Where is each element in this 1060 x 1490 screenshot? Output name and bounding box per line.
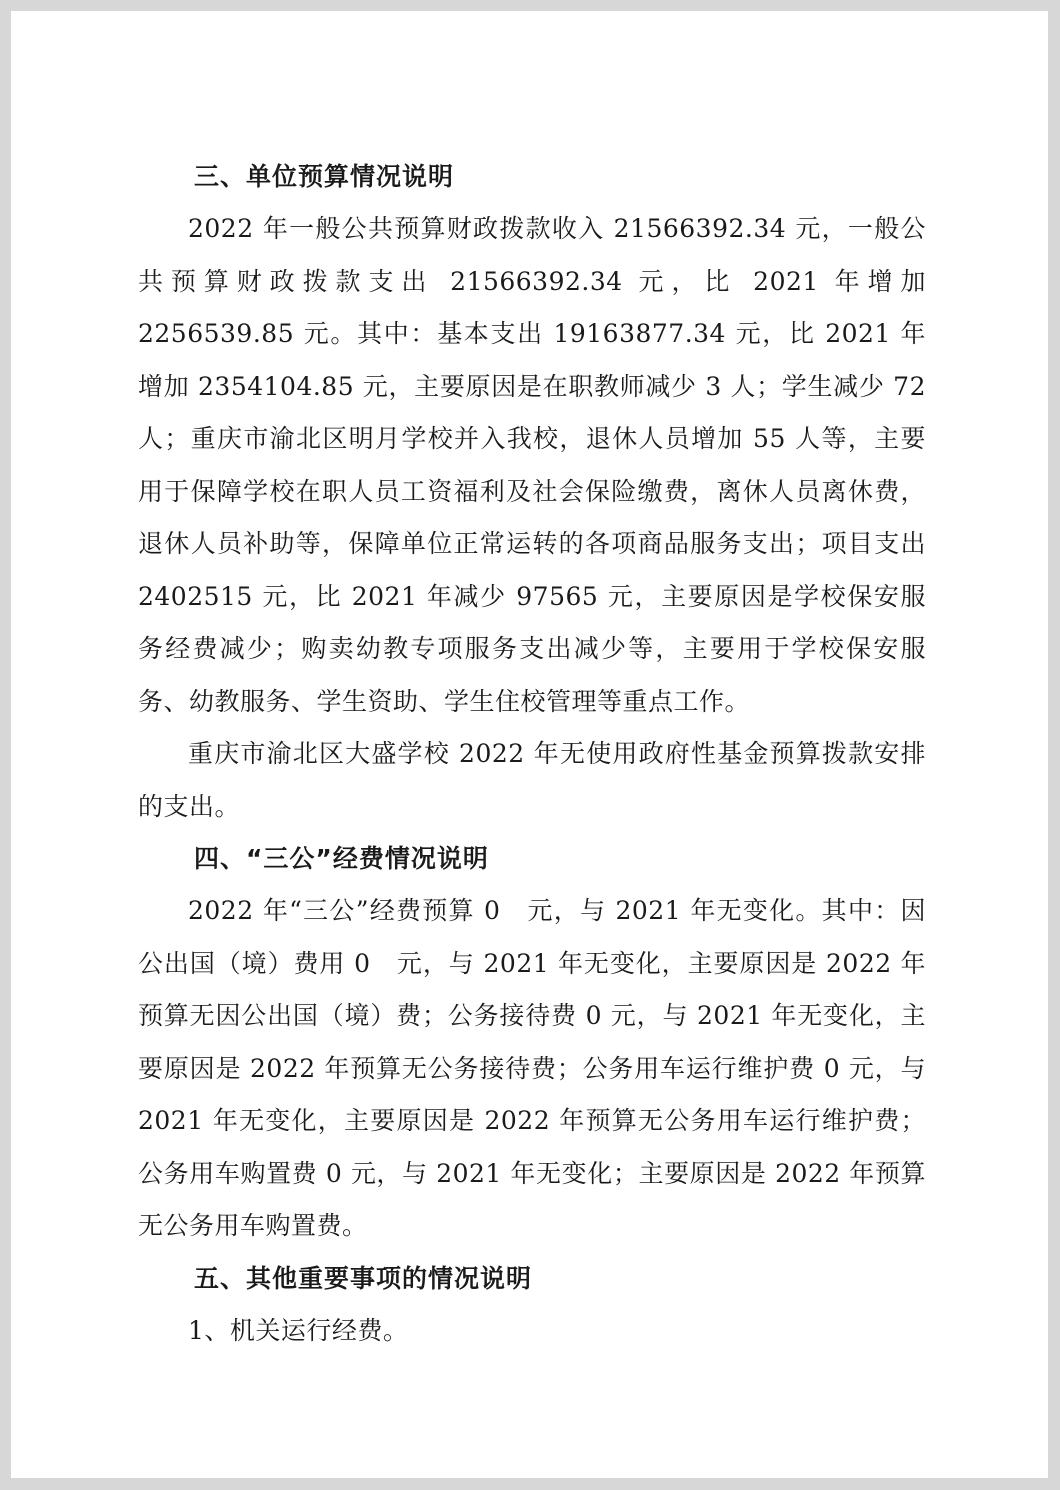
- three-public-paragraph: 2022 年“三公”经费预算 0 元，与 2021 年无变化。其中：因公出国（境）费用 0 元，与 2021 年无变化，主要原因是 2022 年预算无因公出国（境）费；公务接待费 0 元，与 2021 年无变化，主要原因是 2022 年预算无公务接待费；公务用车运行维护费 0 元，与 2021 年无变化，主要原因是 2022 年预算无公务用车运行维护费；公务用车购置费 0 元，与 2021 年无变化；主要原因是 2022 年预算无公务用车购置费。: [138, 896, 926, 1240]
- document-body: [138, 151, 926, 1357]
- section-heading-5: 五、其他重要事项的情况说明: [194, 1263, 533, 1293]
- list-item-1: 1、机关运行经费。: [188, 1315, 409, 1345]
- section-heading-4: 四、“三公”经费情况说明: [194, 844, 489, 873]
- budget-paragraph: 2022 年一般公共预算财政拨款收入 21566392.34 元，一般公共预算财政拨款支出 21566392.34 元，比 2021 年增加 2256539.85 元。其中：基本支出 19163877.34 元，比 2021 年增加 2354104.85 元，主要原因是在职教师减少 3 人；学生减少 72 人；重庆市渝北区明月学校并入我校，退休人员增加 55 人等，主要用于保障学校在职人员工资福利及社会保险缴费，离休人员离休费，退休人员补助等，保障单位正常运转的各项商品服务支出；项目支出 2402515 元，比 2021 年减少 97565 元，主要原因是学校保安服务经费减少；购卖幼教专项服务支出减少等，主要用于学校保安服务、幼教服务、学生资助、学生住校管理等重点工作。: [138, 214, 926, 716]
- fund-paragraph: 重庆市渝北区大盛学校 2022 年无使用政府性基金预算拨款安排的支出。: [138, 739, 926, 821]
- section-heading-3: 三、单位预算情况说明: [194, 162, 455, 191]
- document-page: [11, 11, 1048, 1478]
